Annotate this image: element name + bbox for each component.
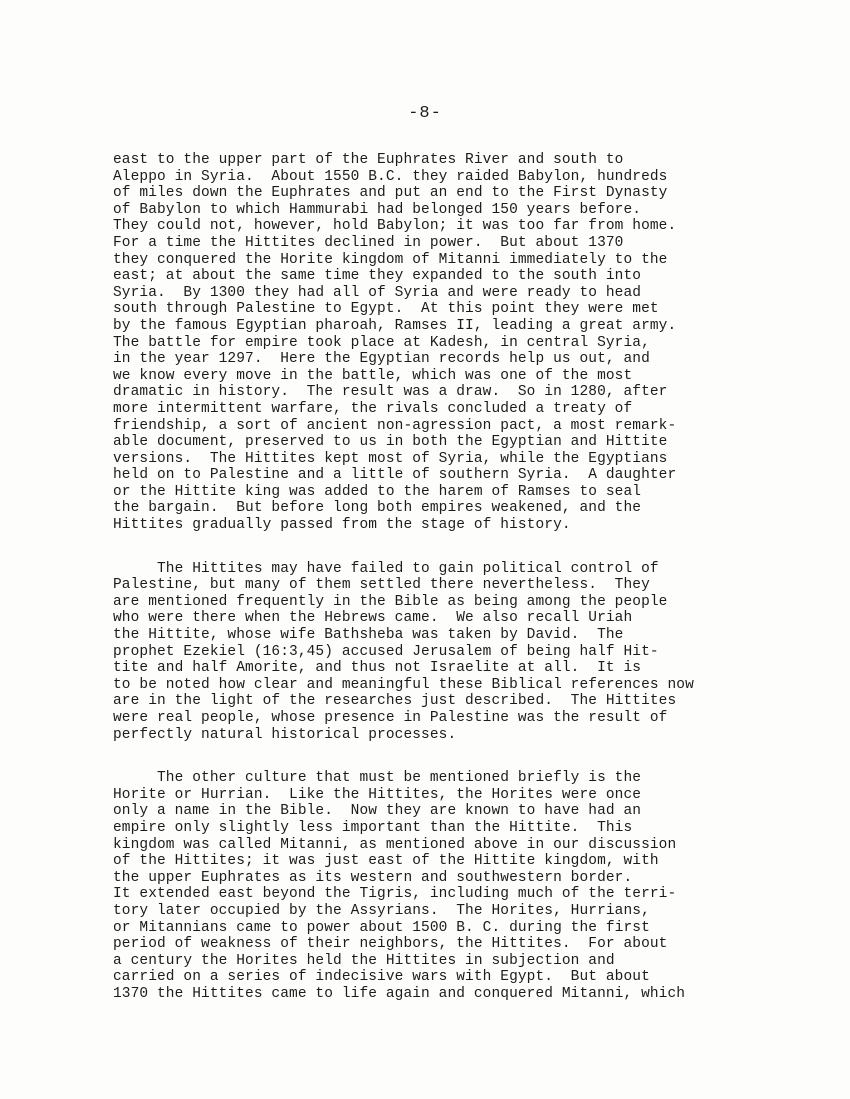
text-line: kingdom was called Mitanni, as mentioned above in our discussion [113, 836, 677, 853]
text-line: For a time the Hittites declined in power. But about 1370 [113, 234, 624, 251]
text-line: a century the Horites held the Hittites in subjection and [113, 952, 615, 969]
text-line: or the Hittite king was added to the harem of Ramses to seal [113, 483, 642, 500]
text-line: prophet Ezekiel (16:3,45) accused Jerusalem of being half Hit- [113, 643, 659, 660]
text-line: we know every move in the battle, which was one of the most [113, 367, 633, 384]
text-line: of Babylon to which Hammurabi had belonged 150 years before. [113, 201, 642, 218]
text-line: dramatic in history. The result was a draw. So in 1280, after [113, 384, 668, 401]
text-line: of the Hittites; it was just east of the Hittite kingdom, with [113, 853, 659, 870]
text-line: of miles down the Euphrates and put an end to the First Dynasty [113, 185, 668, 202]
text-line: period of weakness of their neighbors, the Hittites. For about [113, 936, 668, 953]
paragraph-gap [113, 743, 773, 770]
text-line: are mentioned frequently in the Bible as being among the people [113, 593, 668, 610]
text-line: It extended east beyond the Tigris, including much of the terri- [113, 886, 677, 903]
text-line: they conquered the Horite kingdom of Mitanni immediately to the [113, 251, 668, 268]
text-line: Horite or Hurrian. Like the Hittites, the Horites were once [113, 786, 642, 803]
text-line: more intermittent warfare, the rivals concluded a treaty of [113, 400, 633, 417]
text-line: who were there when the Hebrews came. We also recall Uriah [113, 610, 633, 627]
text-line: Hittites gradually passed from the stage of history. [113, 517, 571, 534]
text-line: friendship, a sort of ancient non-agression pact, a most remark- [113, 417, 677, 434]
text-line: are in the light of the researches just described. The Hittites [113, 693, 677, 710]
text-line: were real people, whose presence in Palestine was the result of [113, 710, 668, 726]
body-text [113, 152, 773, 1003]
text-line: They could not, however, hold Babylon; it was too far from home. [113, 218, 677, 235]
paragraph [113, 152, 773, 534]
text-line: or Mitannians came to power about 1500 B. C. during the first [113, 919, 650, 936]
text-line: to be noted how clear and meaningful these Biblical references now [113, 676, 694, 693]
text-line: empire only slightly less important than the Hittite. This [113, 819, 633, 836]
text-line: able document, preserved to us in both the Egyptian and Hittite [113, 434, 668, 451]
text-line: Syria. By 1300 they had all of Syria and were ready to head [113, 284, 642, 301]
text-line: Palestine, but many of them settled there nevertheless. They [113, 577, 650, 594]
text-line: The other culture that must be mentioned briefly is the [113, 770, 642, 787]
text-line: Aleppo in Syria. About 1550 B.C. they raided Babylon, hundreds [113, 168, 668, 185]
text-line: only a name in the Bible. Now they are known to have had an [113, 803, 642, 820]
text-line: held on to Palestine and a little of southern Syria. A daughter [113, 467, 677, 484]
paragraph [113, 770, 773, 1002]
text-line: south through Palestine to Egypt. At this point they were met [113, 301, 659, 318]
text-line: east to the upper part of the Euphrates River and south to [113, 152, 624, 168]
page-number: -8- [408, 104, 442, 123]
text-line: The battle for empire took place at Kadesh, in central Syria, [113, 334, 650, 351]
text-line: the upper Euphrates as its western and southwestern border. [113, 869, 633, 886]
text-line: tory later occupied by the Assyrians. The Horites, Hurrians, [113, 902, 650, 919]
text-line: 1370 the Hittites came to life again and conquered Mitanni, which [113, 985, 686, 1002]
paragraph [113, 561, 773, 744]
text-line: in the year 1297. Here the Egyptian records help us out, and [113, 351, 650, 368]
text-line: by the famous Egyptian pharoah, Ramses II, leading a great army. [113, 317, 677, 334]
text-line: versions. The Hittites kept most of Syria, while the Egyptians [113, 450, 668, 467]
text-line: carried on a series of indecisive wars with Egypt. But about [113, 969, 650, 986]
text-line: tite and half Amorite, and thus not Israelite at all. It is [113, 660, 642, 677]
text-line: east; at about the same time they expanded to the south into [113, 268, 642, 285]
text-line: the bargain. But before long both empires weakened, and the [113, 500, 642, 517]
text-line: The Hittites may have failed to gain political control of [113, 560, 659, 577]
text-line: the Hittite, whose wife Bathsheba was taken by David. The [113, 627, 624, 644]
paragraph-gap [113, 534, 773, 561]
text-line: perfectly natural historical processes. [113, 726, 457, 743]
